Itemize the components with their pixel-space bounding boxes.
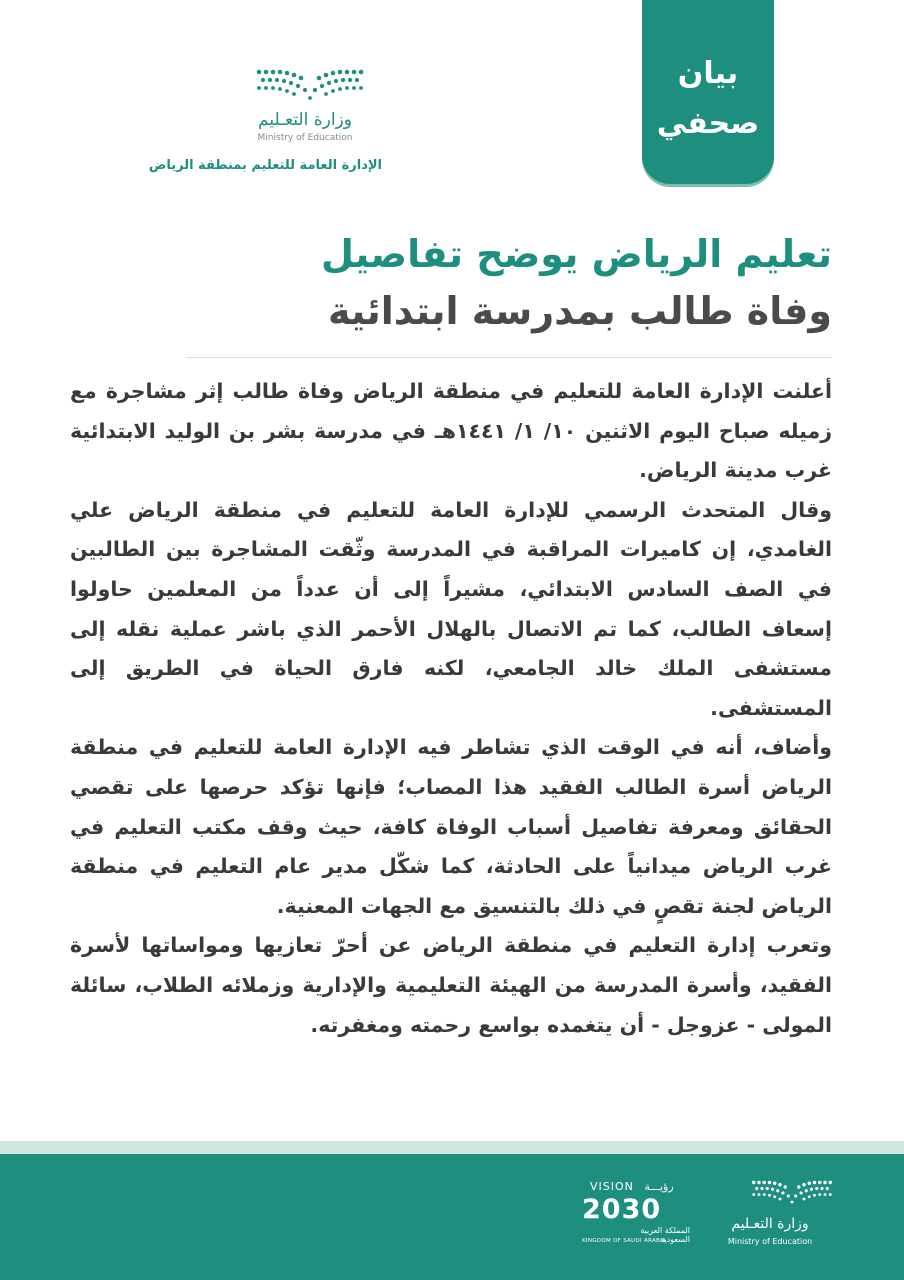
press-release-badge (642, 0, 774, 184)
department-name: الإدارة العامة للتعليم بمنطقة الرياض (148, 158, 382, 173)
paragraph: وأضاف، أنه في الوقت الذي تشاطر فيه الإدارة العامة للتعليم في منطقة الرياض أسرة الطالب الفقيد هذا المصاب؛ فإنها تؤكد حرصها على تقصي الحقائق ومعرفة تفاصيل أسباب الوفاة كافة، حيث وقف مكتب التعليم في غرب الرياض ميدانياً على الحادثة، كما شكّل مدير عام التعليم في منطقة الرياض لجنة تقصٍ في ذلك بالتنسيق مع الجهات المعنية. (70, 735, 832, 918)
vision-year: 2030 (582, 1194, 662, 1225)
footer (0, 1154, 904, 1280)
moe-dots-logo-icon (750, 1178, 834, 1208)
footer-ministry-name-en: Ministry of Education (727, 1237, 813, 1246)
vision-label-ar: رؤيـــة (644, 1180, 674, 1193)
headline-line-2: وفاة طالب بمدرسة ابتدائية (327, 289, 832, 333)
ministry-name-ar: وزارة التعـليم (258, 110, 352, 130)
vision-label-en: VISION (590, 1180, 634, 1193)
press-release-body (70, 372, 832, 1045)
vision-2030-logo (578, 1176, 690, 1250)
divider (186, 357, 832, 358)
footer-ministry-logo (700, 1174, 840, 1254)
kingdom-name-ar: المملكة العربية السعودية (640, 1226, 690, 1244)
badge-line-1: بيان (677, 56, 739, 91)
paragraph: وقال المتحدث الرسمي للإدارة العامة للتعليم في منطقة الرياض علي الغامدي، إن كاميرات المراقبة في المدرسة وثّقت المشاجرة بين الطالبين في الصف السادس الابتدائي، مشيراً إلى أن عدداً من المعلمين حاولوا إسعاف الطالب، كما تم الاتصال بالهلال الأحمر الذي باشر عملية نقله إلى مستشفى الملك خالد الجامعي، لكنه فارق الحياة في الطريق إلى المستشفى. (70, 497, 832, 720)
paragraph: أعلنت الإدارة العامة للتعليم في منطقة الرياض وفاة طالب إثر مشاجرة مع زميله صباح اليوم الاثنين ١٠/ ١/ ١٤٤١هـ في مدرسة بشر بن الوليد الابتدائية غرب مدينة الرياض. (70, 379, 833, 483)
footer-ministry-name-ar: وزارة التعـليم (731, 1216, 809, 1232)
badge-line-2: صحفي (656, 106, 760, 141)
kingdom-name-en: KINGDOM OF SAUDI ARABIA (582, 1238, 667, 1244)
ministry-name-en: Ministry of Education (257, 133, 353, 143)
headline-line-1: تعليم الرياض يوضح تفاصيل (320, 232, 832, 276)
paragraph: وتعرب إدارة التعليم في منطقة الرياض عن أحرّ تعازيها ومواساتها لأسرة الفقيد، وأسرة المدرسة من الهيئة التعليمية والإدارية وزملائه الطلاب، سائلة المولى - عزوجل - أن يتغمده بواسع رحمته ومغفرته. (70, 933, 832, 1037)
moe-dots-logo-icon (255, 66, 365, 106)
ministry-logo (200, 66, 380, 156)
footer-stripe (0, 1141, 904, 1154)
